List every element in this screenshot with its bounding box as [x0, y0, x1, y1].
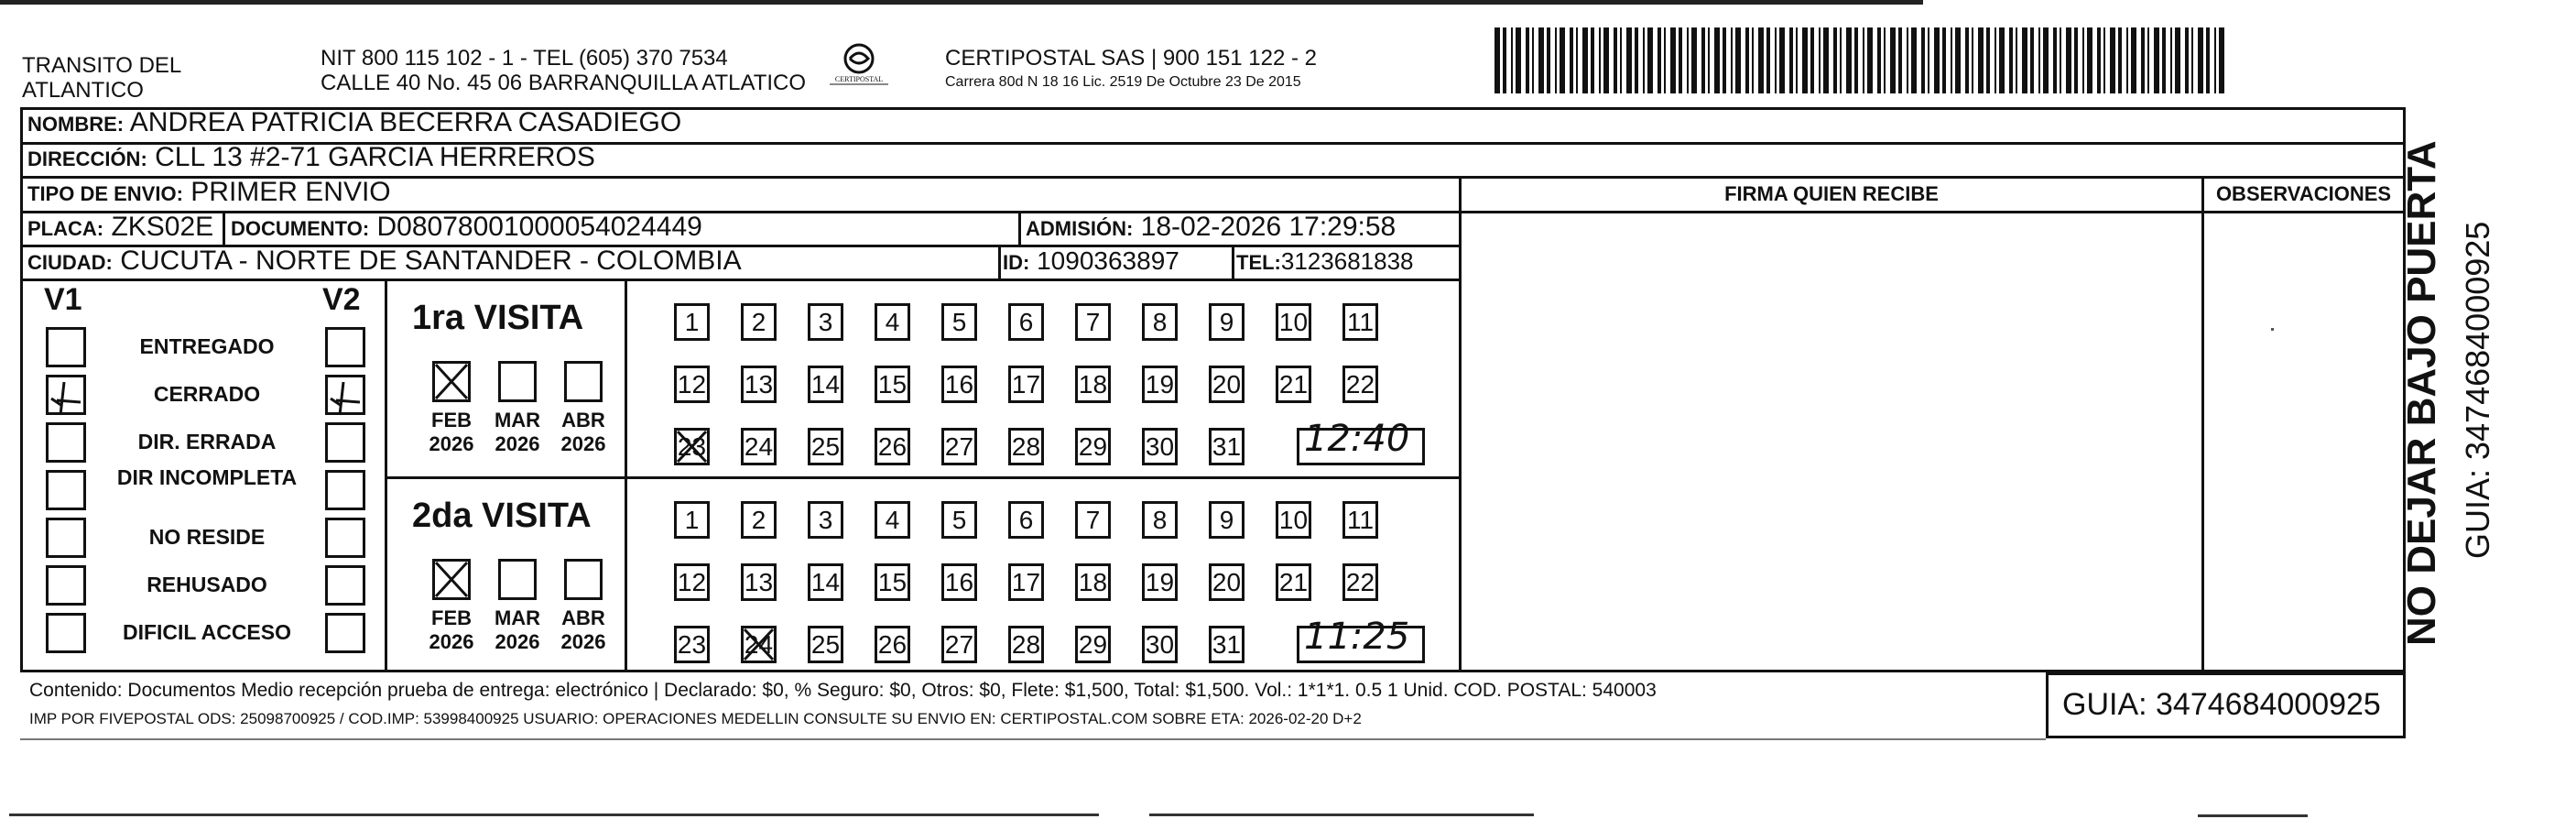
- barcode-bar: [2016, 27, 2017, 93]
- day-box[interactable]: 17: [1008, 563, 1044, 601]
- tipo-label: TIPO DE ENVIO:: [27, 182, 183, 205]
- day-box[interactable]: 5: [941, 501, 977, 539]
- barcode-bar: [1647, 27, 1653, 93]
- barcode-bar: [1626, 27, 1632, 93]
- month-label: [551, 409, 615, 456]
- status-label: CERRADO: [153, 382, 261, 406]
- v2-checkbox[interactable]: [325, 422, 365, 463]
- month-label: [551, 606, 615, 654]
- month-name: ABR: [561, 409, 605, 431]
- v1-checkbox[interactable]: [46, 470, 86, 510]
- certipostal-logo: [826, 40, 892, 99]
- barcode-bar: [2185, 27, 2189, 93]
- status-right-line: [385, 278, 387, 670]
- day-box[interactable]: 1: [674, 303, 710, 341]
- admision-value: 18-02-2026 17:29:58: [1140, 212, 1397, 242]
- barcode-bar: [2074, 27, 2078, 93]
- documento-value: D08078001000054024449: [376, 212, 702, 242]
- barcode-bar: [1972, 27, 1973, 93]
- month-name: FEB: [431, 606, 472, 629]
- day-box[interactable]: 12: [674, 563, 710, 601]
- barcode-bar: [2060, 27, 2061, 93]
- barcode-bar: [1833, 27, 1837, 93]
- ciudad-value: CUCUTA - NORTE DE SANTANDER - COLOMBIA: [120, 246, 742, 276]
- firma-header: FIRMA QUIEN RECIBE: [1724, 182, 1939, 205]
- barcode-bar: [1735, 27, 1741, 93]
- v2-checkbox[interactable]: [325, 470, 365, 510]
- v2-label: V2: [322, 282, 361, 317]
- barcode-bar: [1775, 27, 1777, 93]
- placa-divider: [223, 211, 225, 245]
- barcode-bar: [1796, 27, 1798, 93]
- frame-left: [20, 107, 23, 672]
- v1-checkbox[interactable]: [46, 613, 86, 653]
- certipostal-logo-icon: [826, 40, 892, 99]
- barcode-bar: [2206, 27, 2210, 93]
- barcode-bar: [1934, 27, 1940, 93]
- day-box[interactable]: 2: [741, 501, 777, 539]
- day-box[interactable]: 20: [1209, 563, 1245, 601]
- day-box[interactable]: 10: [1276, 303, 1311, 341]
- day-box[interactable]: 15: [875, 366, 910, 403]
- day-cross-mark: [674, 428, 710, 465]
- day-box[interactable]: 16: [941, 366, 977, 403]
- barcode-bar: [1516, 27, 1521, 93]
- barcode-bar: [1664, 27, 1666, 93]
- day-box[interactable]: 13: [741, 563, 777, 601]
- sender-contact: [321, 46, 806, 95]
- barcode-bar: [1779, 27, 1785, 93]
- barcode-bar: [2082, 27, 2084, 93]
- barcode-bar: [1789, 27, 1793, 93]
- month-label: [485, 606, 549, 654]
- obs-left-line: [2201, 176, 2204, 670]
- status-label: REHUSADO: [147, 573, 267, 596]
- barcode-bar: [1942, 27, 1946, 93]
- placa-label: PLACA:: [27, 217, 104, 240]
- documento-cell: [231, 212, 702, 245]
- day-box[interactable]: 7: [1075, 501, 1111, 539]
- day-box[interactable]: 14: [808, 366, 843, 403]
- barcode-bar: [1840, 27, 1842, 93]
- day-box[interactable]: 19: [1142, 563, 1178, 601]
- footer-content-line: Contenido: Documentos Medio recepción prueba de entrega: electrónico | Declarado: $0, % Seguro: $0, Otros: $0, Flete: $1,500, Total: $1,500. Vol.: 1*1*1. 0.5 1 Unid. COD. POSTAL: 540003: [29, 680, 1657, 701]
- barcode-bar: [2141, 27, 2145, 93]
- day-box[interactable]: 31: [1209, 428, 1245, 465]
- sender-line1: TRANSITO DEL: [22, 53, 182, 78]
- bottom-edge-line-3: [2198, 814, 2308, 817]
- day-box[interactable]: 18: [1075, 366, 1111, 403]
- barcode-bar: [2170, 27, 2172, 93]
- month-year: 2026: [429, 432, 474, 455]
- month-name: MAR: [494, 606, 541, 629]
- barcode-bar: [2175, 27, 2180, 93]
- barcode-bar: [1555, 27, 1557, 93]
- id-label: ID:: [1003, 251, 1030, 274]
- v1-checkbox[interactable]: [46, 327, 86, 367]
- barcode-bar: [1679, 27, 1682, 93]
- day-box[interactable]: 1: [674, 501, 710, 539]
- barcode-bar: [2009, 27, 2013, 93]
- tel-cell: [1236, 246, 1414, 278]
- v1-check-mark: [46, 375, 88, 417]
- tel-label: TEL:: [1236, 251, 1281, 274]
- v2-check-mark: [325, 375, 367, 417]
- day-box[interactable]: 3: [808, 303, 843, 341]
- day-box[interactable]: 23: [674, 626, 710, 663]
- barcode-bar: [2126, 27, 2128, 93]
- direccion-row: [27, 142, 595, 175]
- v2-checkbox[interactable]: [325, 518, 365, 558]
- barcode-bar: [2214, 27, 2216, 93]
- logo-text: CERTIPOSTAL: [834, 75, 884, 83]
- admision-label: ADMISIÓN:: [1026, 217, 1134, 240]
- month-year: 2026: [429, 630, 474, 653]
- barcode: [1495, 27, 2227, 93]
- barcode-bar: [2022, 27, 2027, 93]
- day-box[interactable]: 26: [875, 428, 910, 465]
- day-box[interactable]: 24: [741, 428, 777, 465]
- barcode-bar: [1978, 27, 1984, 93]
- barcode-bar: [1802, 27, 1808, 93]
- day-box[interactable]: 6: [1008, 501, 1044, 539]
- barcode-bar: [2118, 27, 2122, 93]
- admision-divider: [1018, 211, 1021, 245]
- month-year: 2026: [560, 630, 606, 653]
- v1-checkbox[interactable]: [46, 422, 86, 463]
- barcode-bar: [1687, 27, 1689, 93]
- stray-dot: [2271, 328, 2274, 331]
- barcode-bar: [1526, 27, 1529, 93]
- day-box[interactable]: 5: [941, 303, 977, 341]
- barcode-bar: [1658, 27, 1661, 93]
- barcode-bar: [1999, 27, 2005, 93]
- barcode-bar: [2053, 27, 2057, 93]
- barcode-bar: [2147, 27, 2149, 93]
- day-box[interactable]: 9: [1209, 501, 1245, 539]
- day-box[interactable]: 6: [1008, 303, 1044, 341]
- barcode-bar: [2131, 27, 2136, 93]
- day-box[interactable]: 27: [941, 626, 977, 663]
- barcode-bar: [1731, 27, 1733, 93]
- v1-checkbox[interactable]: [46, 518, 86, 558]
- tel-value: 3123681838: [1280, 247, 1414, 275]
- barcode-bar: [1921, 27, 1925, 93]
- direccion-value: CLL 13 #2-71 GARCIA HERREROS: [155, 142, 595, 172]
- barcode-bar: [1884, 27, 1886, 93]
- day-box[interactable]: 15: [875, 563, 910, 601]
- day-box[interactable]: 26: [875, 626, 910, 663]
- day-box[interactable]: 22: [1342, 366, 1378, 403]
- barcode-bar: [2043, 27, 2049, 93]
- day-box[interactable]: 25: [808, 626, 843, 663]
- tipo-value: PRIMER ENVIO: [190, 177, 391, 207]
- barcode-bar: [2103, 27, 2105, 93]
- guia-footer: GUIA: 3474684000925: [2062, 687, 2381, 722]
- day-box[interactable]: 7: [1075, 303, 1111, 341]
- ciudad-label: CIUDAD:: [27, 251, 113, 274]
- barcode-bar: [2097, 27, 2101, 93]
- barcode-bar: [1723, 27, 1726, 93]
- barcode-bar: [2087, 27, 2092, 93]
- handwritten-time: 11:25: [1304, 616, 1410, 658]
- barcode-bar: [1810, 27, 1814, 93]
- status-label: NO RESIDE: [148, 525, 266, 549]
- day-box[interactable]: 4: [875, 303, 910, 341]
- month-label: [419, 606, 484, 654]
- barcode-bar: [1603, 27, 1609, 93]
- ciudad-cell: [27, 246, 742, 278]
- placa-value: ZKS02E: [111, 212, 214, 242]
- barcode-bar: [1547, 27, 1550, 93]
- barcode-bar: [1532, 27, 1534, 93]
- handwritten-time: 12:40: [1304, 418, 1410, 460]
- status-label: DIR INCOMPLETA: [116, 465, 298, 489]
- barcode-bar: [1576, 27, 1578, 93]
- barcode-bar: [1708, 27, 1710, 93]
- day-box[interactable]: 9: [1209, 303, 1245, 341]
- day-box[interactable]: 22: [1342, 563, 1378, 601]
- footer-imp-line: IMP POR FIVEPOSTAL ODS: 25098700925 / COD.IMP: 53998400925 USUARIO: OPERACIONES MEDELLIN CONSULTE SU ENVIO EN: CERTIPOSTAL.COM SOBRE ETA: 2026-02-20 D+2: [29, 710, 1362, 727]
- day-box[interactable]: 13: [741, 366, 777, 403]
- barcode-bar: [1823, 27, 1829, 93]
- month-year: 2026: [560, 432, 606, 455]
- direccion-label: DIRECCIÓN:: [27, 147, 147, 170]
- barcode-bar: [1951, 27, 1952, 93]
- barcode-bar: [1758, 27, 1764, 93]
- nombre-row: [27, 107, 681, 140]
- barcode-bar: [1994, 27, 1996, 93]
- month-cross-mark: [432, 361, 471, 402]
- barcode-bar: [1503, 27, 1506, 93]
- address-line: CALLE 40 No. 45 06 BARRANQUILLA ATLATICO: [321, 71, 807, 95]
- month-name: ABR: [561, 606, 605, 629]
- barcode-bar: [1898, 27, 1902, 93]
- day-cross-mark: [741, 626, 777, 663]
- visit-title: 2da VISITA: [412, 497, 592, 535]
- month-checkbox[interactable]: [564, 361, 603, 402]
- barcode-bar: [1691, 27, 1697, 93]
- barcode-bar: [1620, 27, 1622, 93]
- barcode-bar: [1955, 27, 1961, 93]
- id-divider: [998, 245, 1001, 278]
- day-box[interactable]: 19: [1142, 366, 1178, 403]
- day-box[interactable]: 21: [1276, 563, 1311, 601]
- no-dejar-text: NO DEJAR BAJO PUERTA: [2399, 140, 2444, 646]
- top-edge-line: [0, 0, 1923, 5]
- barcode-bar: [1511, 27, 1513, 93]
- day-box[interactable]: 11: [1342, 303, 1378, 341]
- day-box[interactable]: 2: [741, 303, 777, 341]
- nit-line: NIT 800 115 102 - 1 - TEL (605) 370 7534: [321, 46, 728, 71]
- barcode-bar: [1890, 27, 1896, 93]
- v2-checkbox[interactable]: [325, 613, 365, 653]
- day-box[interactable]: 31: [1209, 626, 1245, 663]
- day-box[interactable]: 21: [1276, 366, 1311, 403]
- observaciones-header: OBSERVACIONES: [2215, 182, 2392, 205]
- barcode-bar: [1752, 27, 1754, 93]
- month-year: 2026: [495, 432, 540, 455]
- visit-title: 1ra VISITA: [412, 299, 584, 337]
- day-box[interactable]: 28: [1008, 428, 1044, 465]
- nombre-label: NOMBRE:: [27, 113, 125, 136]
- day-box[interactable]: 14: [808, 563, 843, 601]
- barcode-bar: [1965, 27, 1969, 93]
- company-line: CERTIPOSTAL SAS | 900 151 122 - 2: [945, 46, 1317, 71]
- day-box[interactable]: 30: [1142, 626, 1178, 663]
- barcode-bar: [1867, 27, 1873, 93]
- barcode-bar: [1911, 27, 1917, 93]
- month-checkbox[interactable]: [498, 559, 537, 600]
- id-value: 1090363897: [1037, 246, 1179, 275]
- row-line-5: [20, 278, 1459, 281]
- day-box[interactable]: 8: [1142, 501, 1178, 539]
- barcode-bar: [1670, 27, 1676, 93]
- day-box[interactable]: 29: [1075, 626, 1111, 663]
- barcode-bar: [1591, 27, 1594, 93]
- v2-checkbox[interactable]: [325, 327, 365, 367]
- barcode-bar: [1714, 27, 1720, 93]
- day-box[interactable]: 4: [875, 501, 910, 539]
- day-box[interactable]: 16: [941, 563, 977, 601]
- footer-bottom-line: [20, 738, 2046, 740]
- month-name: MAR: [494, 409, 541, 431]
- day-box[interactable]: 28: [1008, 626, 1044, 663]
- tipo-row: [27, 177, 391, 210]
- barcode-bar: [2191, 27, 2193, 93]
- status-label: ENTREGADO: [139, 334, 275, 358]
- firma-left-line: [1459, 176, 1462, 670]
- v2-checkbox[interactable]: [325, 565, 365, 606]
- barcode-bar: [1766, 27, 1770, 93]
- barcode-bar: [1701, 27, 1705, 93]
- barcode-bar: [1819, 27, 1821, 93]
- bottom-edge-line-1: [9, 814, 1099, 816]
- day-box[interactable]: 23: [674, 428, 710, 465]
- v1-label: V1: [44, 282, 82, 317]
- barcode-bar: [1570, 27, 1573, 93]
- barcode-bar: [1877, 27, 1881, 93]
- day-box[interactable]: 30: [1142, 428, 1178, 465]
- day-box[interactable]: 3: [808, 501, 843, 539]
- day-box[interactable]: 10: [1276, 501, 1311, 539]
- barcode-bar: [2162, 27, 2166, 93]
- admision-cell: [1026, 212, 1396, 245]
- barcode-bar: [2038, 27, 2040, 93]
- visit-title-divider: [625, 278, 627, 670]
- barcode-bar: [1854, 27, 1858, 93]
- barcode-bar: [1986, 27, 1990, 93]
- sender-line2: ATLANTICO: [22, 78, 144, 103]
- day-box[interactable]: 11: [1342, 501, 1378, 539]
- license-line: Carrera 80d N 18 16 Lic. 2519 De Octubre 23 De 2015: [945, 74, 1301, 90]
- id-cell: [1003, 246, 1179, 278]
- barcode-bar: [1635, 27, 1638, 93]
- day-box[interactable]: 25: [808, 428, 843, 465]
- barcode-bar: [1643, 27, 1645, 93]
- barcode-bar: [1599, 27, 1601, 93]
- day-box[interactable]: 18: [1075, 563, 1111, 601]
- company-block: [945, 46, 1317, 92]
- barcode-bar: [1863, 27, 1864, 93]
- barcode-bar: [2030, 27, 2034, 93]
- documento-label: DOCUMENTO:: [231, 217, 370, 240]
- month-checkbox[interactable]: [498, 361, 537, 402]
- barcode-bar: [2154, 27, 2159, 93]
- sender-block: [22, 53, 181, 103]
- barcode-bar: [2066, 27, 2071, 93]
- nombre-value: ANDREA PATRICIA BECERRA CASADIEGO: [129, 107, 682, 137]
- visit-separator: [385, 476, 1459, 479]
- day-box[interactable]: 24: [741, 626, 777, 663]
- barcode-bar: [2219, 27, 2224, 93]
- day-box[interactable]: 29: [1075, 428, 1111, 465]
- day-box[interactable]: 20: [1209, 366, 1245, 403]
- day-box[interactable]: 27: [941, 428, 977, 465]
- barcode-bar: [1582, 27, 1588, 93]
- day-box[interactable]: 8: [1142, 303, 1178, 341]
- v1-checkbox[interactable]: [46, 565, 86, 606]
- day-box[interactable]: 12: [674, 366, 710, 403]
- month-label: [419, 409, 484, 456]
- month-year: 2026: [495, 630, 540, 653]
- month-checkbox[interactable]: [564, 559, 603, 600]
- barcode-bar: [1846, 27, 1852, 93]
- barcode-bar: [2110, 27, 2115, 93]
- barcode-bar: [1495, 27, 1500, 93]
- month-name: FEB: [431, 409, 472, 431]
- month-cross-mark: [432, 559, 471, 600]
- tel-divider: [1232, 245, 1234, 278]
- barcode-bar: [1745, 27, 1749, 93]
- bottom-edge-line-2: [1149, 814, 1534, 816]
- barcode-bar: [1928, 27, 1929, 93]
- barcode-bar: [1614, 27, 1617, 93]
- status-label: DIR. ERRADA: [137, 430, 277, 453]
- month-label: [485, 409, 549, 456]
- side-guia-text: GUIA: 3474684000925: [2459, 221, 2496, 559]
- placa-cell: [27, 212, 213, 245]
- barcode-bar: [1538, 27, 1544, 93]
- day-box[interactable]: 17: [1008, 366, 1044, 403]
- barcode-bar: [2198, 27, 2203, 93]
- status-label: DIFICIL ACCESO: [122, 620, 291, 644]
- barcode-bar: [1907, 27, 1908, 93]
- barcode-bar: [1560, 27, 1565, 93]
